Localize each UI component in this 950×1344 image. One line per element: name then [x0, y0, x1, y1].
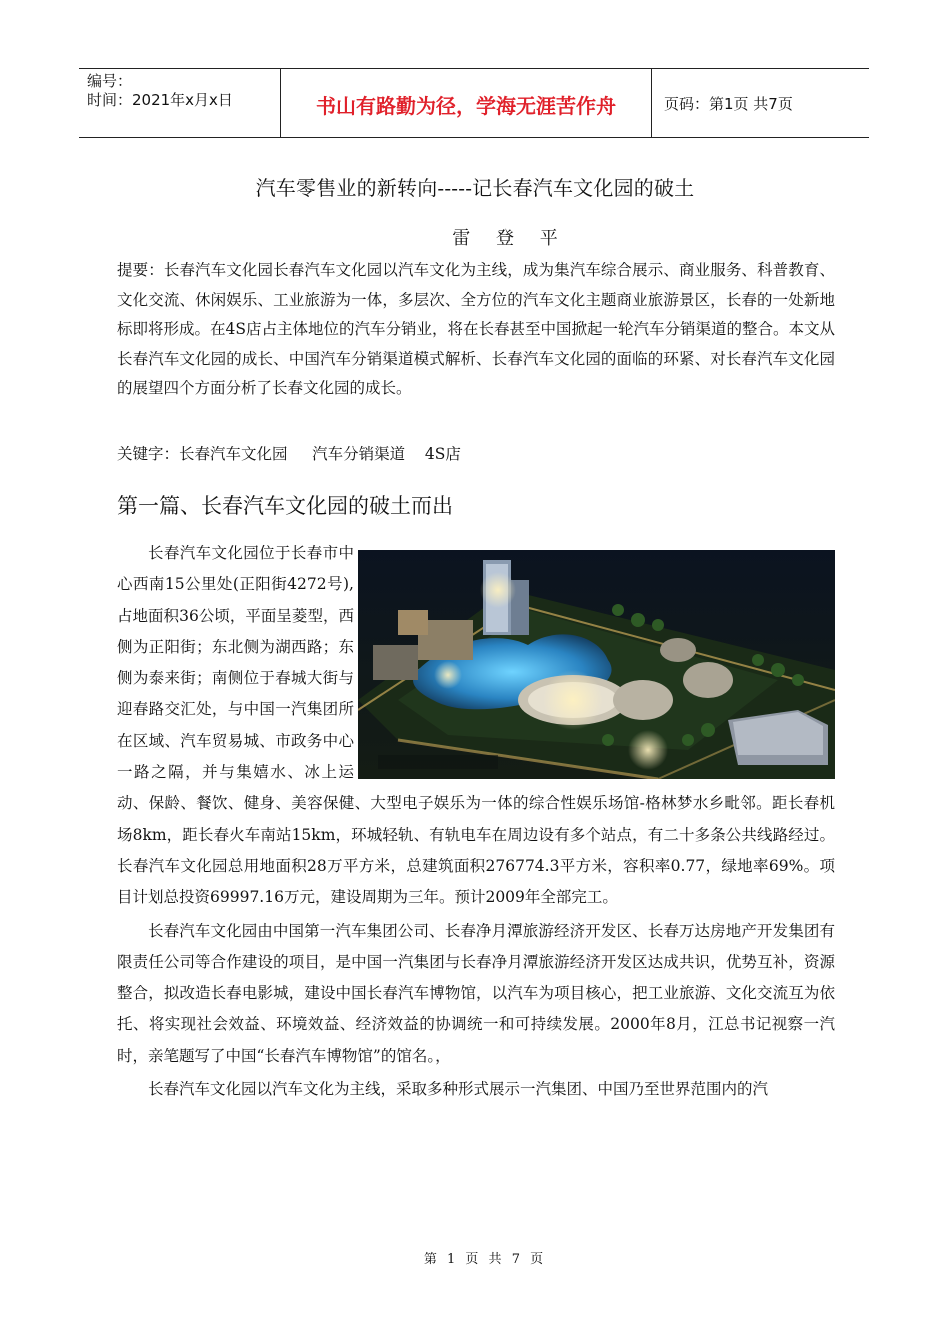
header-motto: 书山有路勤为径，学海无涯苦作舟 — [280, 69, 652, 137]
section-heading: 第一篇、长春汽车文化园的破土而出 — [117, 494, 453, 518]
paragraph-partners: 长春汽车文化园由中国第一汽车集团公司、长春净月潭旅游经济开发区、长春万达房地产开发集团有限责任公司等合作建设的项目，是中国一汽集团与长春净月潭旅游经济开发区达成共识，优势互补，资源整合，拟改造长春电影城，建设中国长春汽车博物馆，以汽车为项目核心，把工业旅游、文化交流互为依托、将实现社会效益、环境效益、经济效益的协调统一和可持续发展。2000年8月，江总书记视察一汽时，亲笔题写了中国“长春汽车博物馆”的馆名。， — [117, 921, 835, 1065]
paragraph-theme: 长春汽车文化园以汽车文化为主线，采取多种形式展示一汽集团、中国乃至世界范围内的汽 — [148, 1080, 769, 1099]
paragraph-location: 长春汽车文化园位于长春市中心西南15公里处(正阳街4272号),占地面积36公顷，平面呈菱型，西侧为正阳街；东北侧为湖西路；东侧为泰来街；南侧位于春城大街与迎春路交汇处，与中国一汽集团所在区域、汽车贸易城、市政务中心一路之隔，并与集嬉水、冰上运动、保龄、餐饮、健身、美容保健、大型电子娱乐为一体的综合性娱乐场馆-格林梦水乡毗邻。距长春机场8km，距长春火车南站15km，环城轻轨、有轨电车在周边设有多个站点，有二十多条公共线路经过。长春汽车文化园总用地面积28万平方米，总建筑面积276774.3平方米，容积率0.77，绿地率69%。项目计划总投资69997.16万元，建设周期为三年。预计2009年全部完工。 — [117, 544, 835, 907]
aerial-night-rendering-icon — [358, 550, 835, 779]
article-author: 雷 登 平 — [452, 228, 568, 249]
article-body — [117, 538, 835, 1105]
article-keywords: 关键字：长春汽车文化园 汽车分销渠道 4S店 — [117, 445, 461, 463]
header-page-info: 页码：第1页 共7页 — [664, 94, 793, 113]
article-title: 汽车零售业的新转向-----记长春汽车文化园的破土 — [255, 176, 695, 200]
header-meta — [79, 69, 280, 137]
document-header — [79, 68, 869, 138]
aerial-night-rendering-image — [358, 550, 835, 779]
date-label: 时间：2021年x月x日 — [87, 91, 233, 109]
article-abstract: 提要：长春汽车文化园长春汽车文化园以汽车文化为主线，成为集汽车综合展示、商业服务、科普教育、文化交流、休闲娱乐、工业旅游为一体，多层次、全方位的汽车文化主题商业旅游景区，长春的一处新地标即将形成。在4S店占主体地位的汽车分销业，将在长春甚至中国掀起一轮汽车分销渠道的整合。本文从长春汽车文化园的成长、中国汽车分销渠道模式解析、长春汽车文化园的面临的环紧、对长春汽车文化园的展望四个方面分析了长春文化园的成长。 — [117, 261, 835, 398]
number-label: 编号： — [87, 72, 133, 90]
page-footer: 第 1 页 共 7 页 — [423, 1252, 547, 1267]
